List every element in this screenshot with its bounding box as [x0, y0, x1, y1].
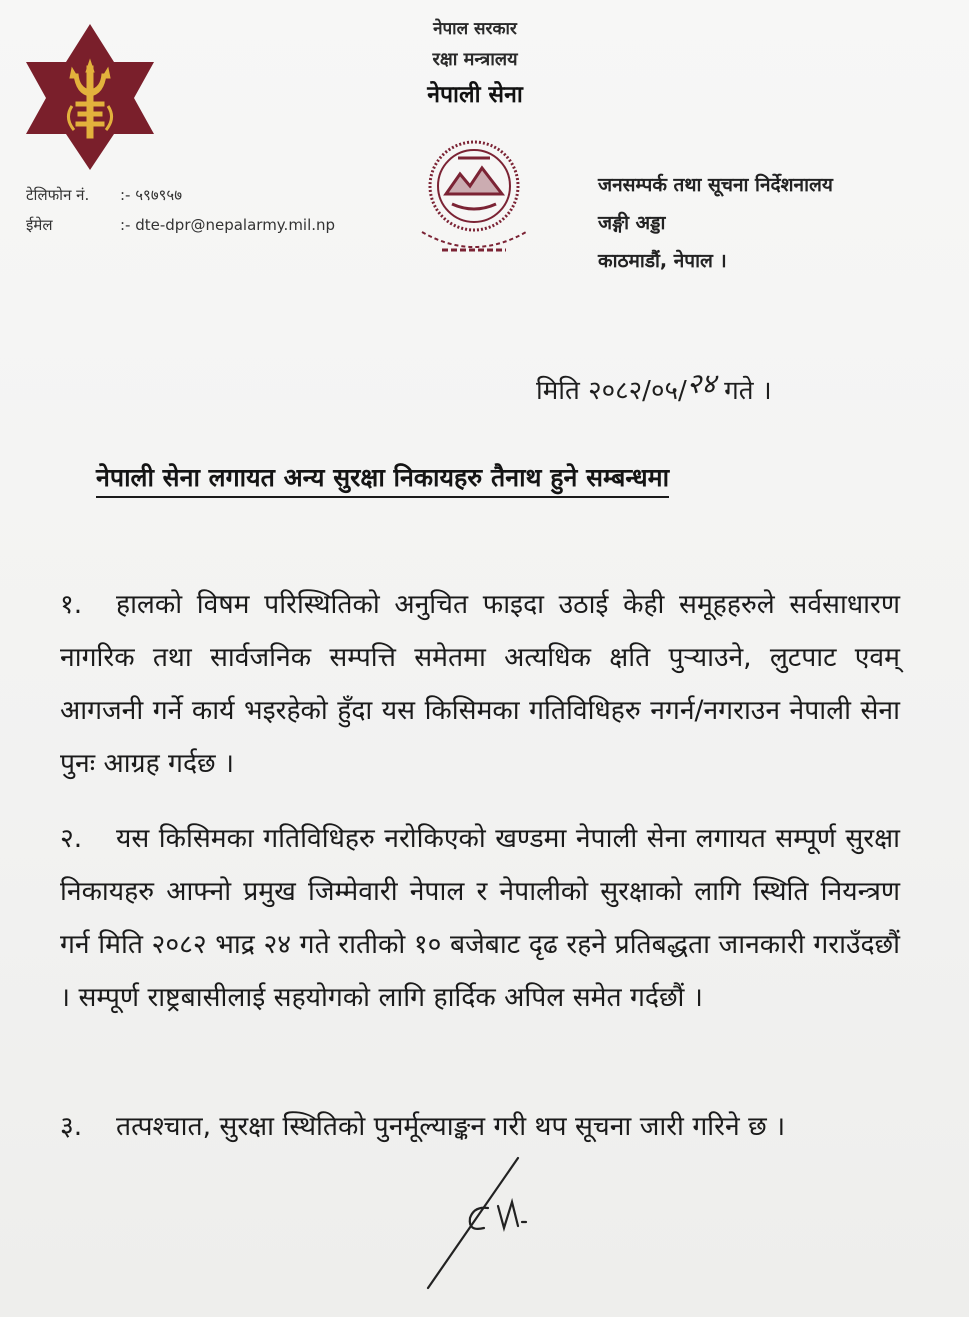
- date-handwritten-day: २४: [686, 367, 716, 400]
- paragraph-number: ३.: [60, 1111, 83, 1142]
- nepal-army-emblem-icon: [24, 22, 156, 172]
- directorate-name: जनसम्पर्क तथा सूचना निर्देशनालय: [598, 174, 833, 196]
- paragraph-text: यस किसिमका गतिविधिहरु नरोकिएको खण्डमा नेपाली सेना लगायत सम्पूर्ण सुरक्षा निकायहरु आफ्नो प्रमुख जिम्मेवारी नेपाल र नेपालीको सुरक्षाको लागि स्थिति नियन्त्रण गर्न मिति २०८२ भाद्र २४ गते रातीको १० बजेबाट दृढ रहने प्रतिबद्धता जानकारी गराउँदछौं । सम्पूर्ण राष्ट्रबासीलाई सहयोगको लागि हार्दिक अपिल समेत गर्दछौं ।: [60, 823, 900, 1013]
- letter-date: [536, 367, 772, 408]
- subject-heading: नेपाली सेना लगायत अन्य सुरक्षा निकायहरु तैनाथ हुने सम्बन्धमा: [96, 460, 669, 498]
- paragraph-text: तत्पश्चात, सुरक्षा स्थितिको पुनर्मूल्याङ्कन गरी थप सूचना जारी गरिने छ ।: [116, 1111, 786, 1142]
- phone-value: :- ५९७९५७: [120, 186, 183, 204]
- city-name: काठमाडौं, नेपाल ।: [598, 250, 727, 272]
- paragraph-1: [60, 578, 900, 790]
- email-value: :- dte-dpr@nepalarmy.mil.np: [120, 216, 336, 234]
- contact-block: [26, 180, 335, 240]
- ministry-name: रक्षा मन्त्रालय: [432, 49, 518, 70]
- date-prefix: मिति २०८२/०५/: [536, 376, 687, 406]
- paragraph-3: [60, 1100, 900, 1153]
- paragraph-number: २.: [60, 823, 83, 854]
- headquarters-name: जङ्गी अड्डा: [598, 212, 666, 234]
- phone-label: टेलिफोन नं.: [26, 186, 90, 204]
- government-name: नेपाल सरकार: [433, 19, 517, 39]
- paragraph-2: [60, 812, 900, 1024]
- paragraph-number: १.: [60, 589, 83, 620]
- date-suffix: गते ।: [724, 376, 772, 406]
- directorate-seal-icon: [412, 132, 536, 270]
- signature-icon: [418, 1148, 578, 1298]
- email-label: ईमेल: [26, 216, 53, 234]
- letterhead-title-block: [360, 14, 590, 109]
- paragraph-text: हालको विषम परिस्थितिको अनुचित फाइदा उठाई केही समूहहरुले सर्वसाधारण नागरिक तथा सार्वजनिक सम्पत्ति समेतमा अत्यधिक क्षति पुऱ्याउने, लुटपाट एवम् आगजनी गर्ने कार्य भइरहेको हुँदा यस किसिमका गतिविधिहरु नगर्न/नगराउन नेपाली सेना पुनः आग्रह गर्दछ ।: [60, 589, 900, 779]
- office-address: [598, 166, 833, 280]
- army-name: नेपाली सेना: [427, 82, 523, 108]
